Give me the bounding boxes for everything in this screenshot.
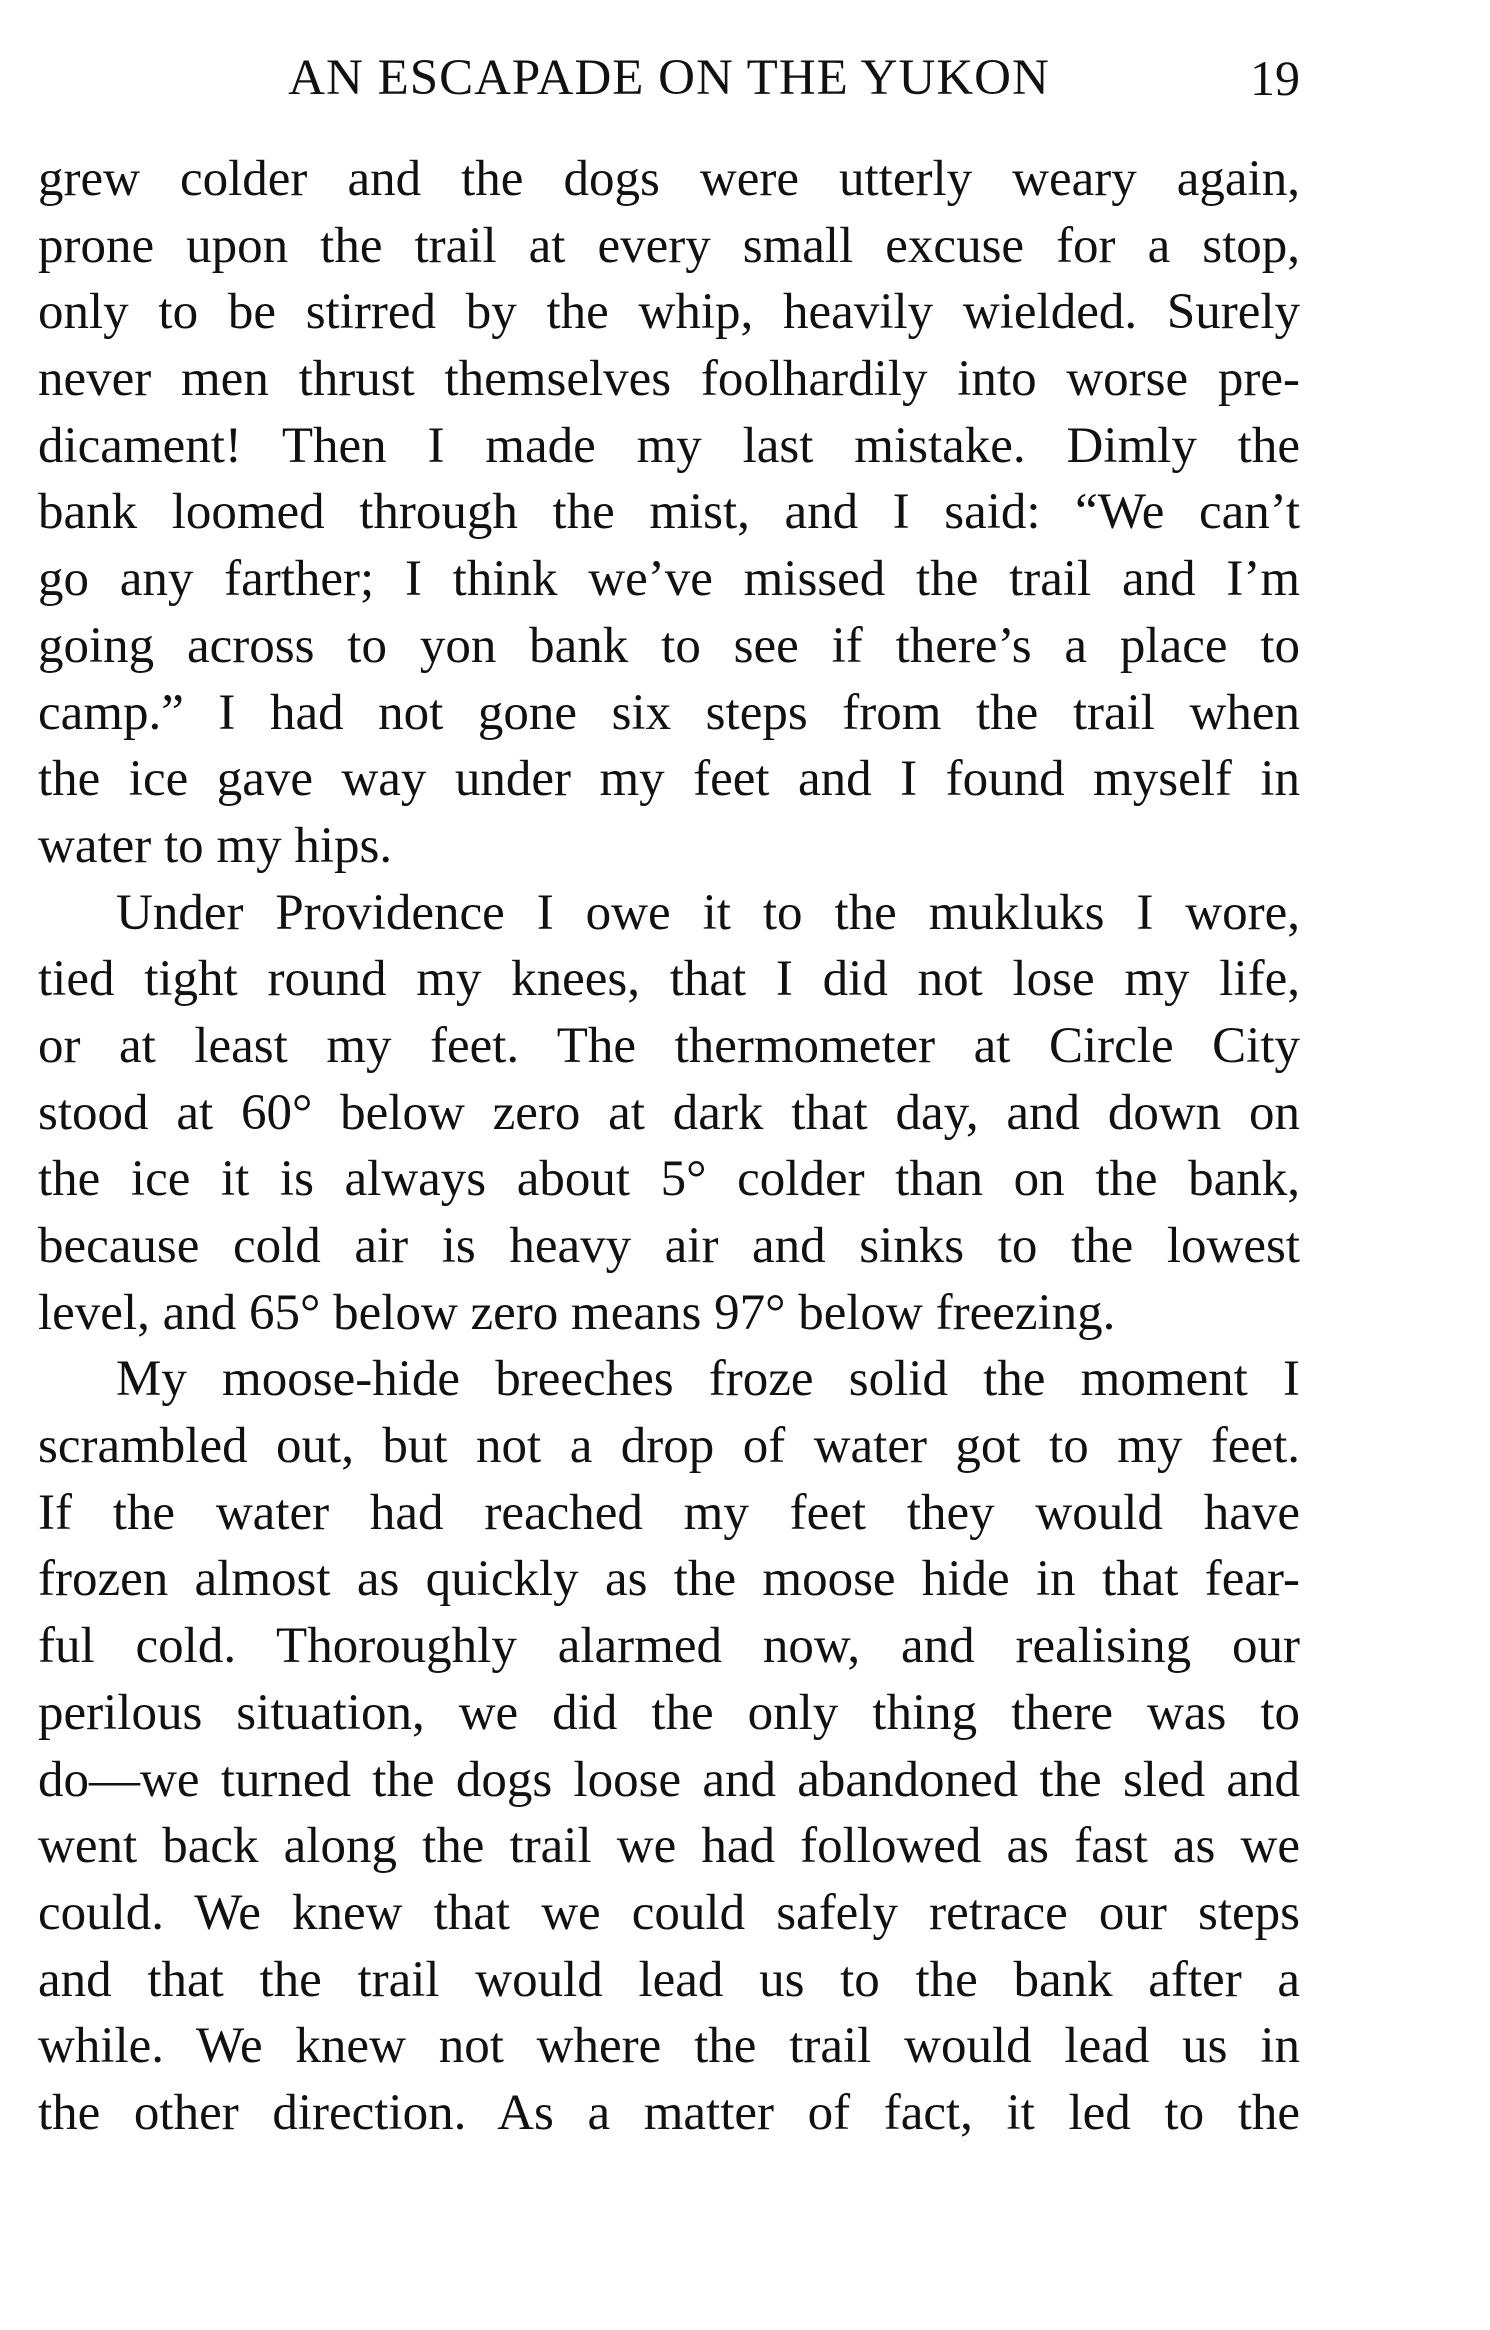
text-line: tied tight round my knees, that I did not lose my life, [38,951,1300,1008]
text-line: ful cold. Thoroughly alarmed now, and realising our [38,1618,1300,1675]
body-text [38,146,1300,2147]
text-line: because cold air is heavy air and sinks to the lowest [38,1218,1300,1274]
text-line: If the water had reached my feet they would have [38,1484,1300,1541]
text-line: My moose-hide breeches froze solid the moment I [116,1351,1300,1408]
text-line: or at least my feet. The thermometer at Circle City [38,1017,1300,1074]
text-line: stood at 60° below zero at dark that day, and down on [38,1084,1300,1141]
text-line: perilous situation, we did the only thing there was to [38,1684,1300,1741]
running-head [38,42,1300,114]
page-number: 19 [1250,50,1300,106]
text-line: dicament! Then I made my last mistake. Dimly the [38,417,1300,474]
text-line: while. We knew not where the trail would lead us in [38,2018,1300,2075]
text-line: frozen almost as quickly as the moose hide in that fear- [38,1551,1300,1608]
text-line: go any farther; I think we’ve missed the trail and I’m [38,551,1300,608]
running-title: AN ESCAPADE ON THE YUKON [288,50,1050,106]
text-line: do—we turned the dogs loose and abandoned the sled and [38,1751,1300,1808]
text-line: never men thrust themselves foolhardily into worse pre- [38,351,1300,408]
text-line: Under Providence I owe it to the mukluks I wore, [116,884,1300,941]
text-line: prone upon the trail at every small excuse for a stop, [38,217,1300,274]
text-line: camp.” I had not gone six steps from the trail when [38,684,1300,741]
text-line: and that the trail would lead us to the bank after a [38,1951,1300,2008]
text-line: the ice it is always about 5° colder than on the bank, [38,1151,1300,1208]
text-line: only to be stirred by the whip, heavily wielded. Surely [38,284,1300,341]
text-line: the other direction. As a matter of fact, it led to the [38,2084,1300,2141]
text-line: water to my hips. [38,817,393,874]
text-line: went back along the trail we had followed as fast as we [38,1818,1300,1875]
text-line: the ice gave way under my feet and I found myself in [38,751,1300,808]
text-line: grew colder and the dogs were utterly weary again, [38,151,1300,207]
text-line: level, and 65° below zero means 97° below freezing. [38,1284,1116,1341]
text-line: could. We knew that we could safely retrace our steps [38,1884,1300,1941]
text-line: bank loomed through the mist, and I said: “We can’t [38,484,1300,541]
text-line: going across to yon bank to see if there’s a place to [38,617,1300,674]
text-line: scrambled out, but not a drop of water got to my feet. [38,1418,1300,1475]
